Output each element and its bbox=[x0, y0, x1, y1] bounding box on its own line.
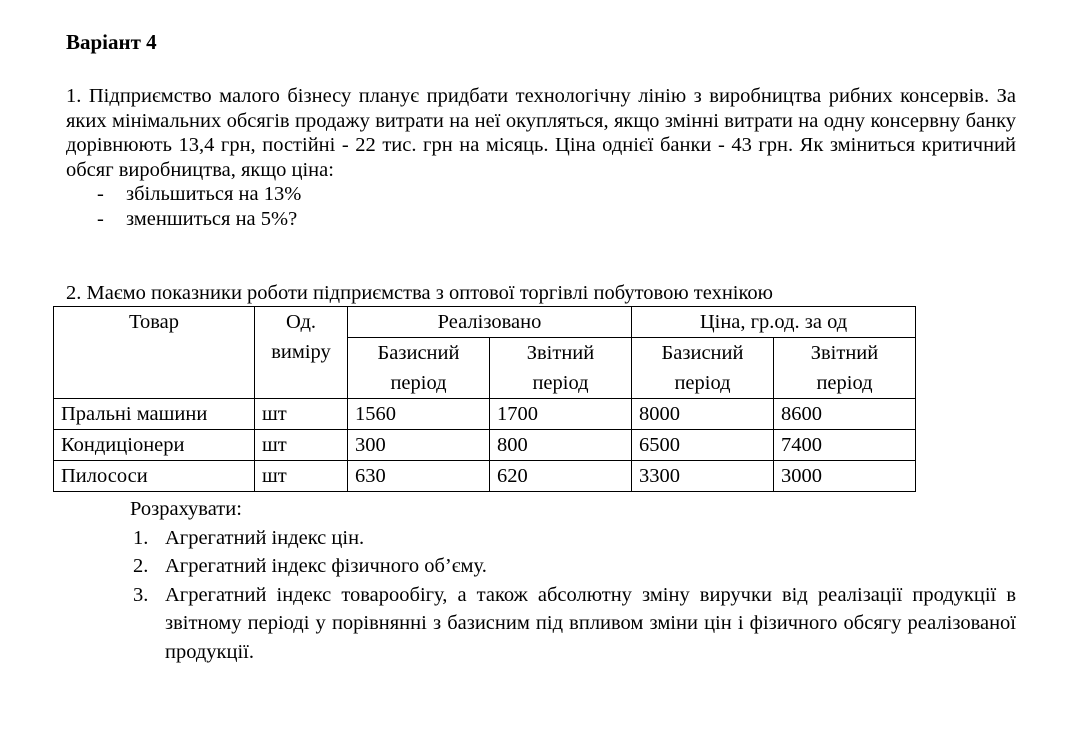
goods-table bbox=[53, 306, 916, 492]
cell-price-base: 6500 bbox=[632, 430, 774, 461]
cell-unit: шт bbox=[255, 461, 348, 492]
list-item-text: Агрегатний індекс фізичного об’єму. bbox=[165, 555, 487, 577]
header-sold-base bbox=[348, 338, 490, 399]
list-item bbox=[66, 207, 1016, 232]
table-row bbox=[54, 461, 916, 492]
cell-price-report: 7400 bbox=[774, 430, 916, 461]
header-unit-line2: виміру bbox=[271, 341, 331, 363]
cell-sold-report: 1700 bbox=[490, 399, 632, 430]
task-1 bbox=[66, 84, 1016, 231]
cell-sold-report: 800 bbox=[490, 430, 632, 461]
cell-price-base: 8000 bbox=[632, 399, 774, 430]
list-number: 2. bbox=[133, 555, 149, 577]
header-unit bbox=[255, 307, 348, 399]
header-product: Товар bbox=[54, 307, 255, 399]
table-row bbox=[54, 399, 916, 430]
calc-list bbox=[130, 524, 1016, 667]
header-line: Звітний bbox=[810, 342, 879, 364]
header-line: період bbox=[390, 372, 447, 394]
calc-title: Розрахувати: bbox=[130, 498, 242, 520]
header-sold: Реалізовано bbox=[348, 307, 632, 338]
cell-product: Пральні машини bbox=[54, 399, 255, 430]
header-line: період bbox=[532, 372, 589, 394]
list-item bbox=[130, 524, 1016, 553]
cell-sold-base: 1560 bbox=[348, 399, 490, 430]
cell-unit: шт bbox=[255, 399, 348, 430]
task-1-text: 1. Підприємство малого бізнесу планує придбати технологічну лінію з виробництва рибних консервів. За яких мінімальних обсягів продажу витрати на неї окупляться, якщо змінні витрати на одну консервну банку дорівнюють 13,4 грн, постійні - 22 тис. грн на місяць. Ціна однієї банки - 43 грн. Як зміниться критичний обсяг виробництва, якщо ціна: bbox=[66, 85, 1016, 181]
list-item-text: Агрегатний індекс товарообігу, а також абсолютну зміну виручки від реалізації продукції в звітному періоді у порівнянні з базисним під впливом зміни цін і фізичного обсягу реалізованої продукції. bbox=[165, 583, 1016, 663]
list-item bbox=[130, 552, 1016, 581]
header-line: Звітний bbox=[526, 342, 595, 364]
header-price-report bbox=[774, 338, 916, 399]
table-row bbox=[54, 430, 916, 461]
header-price-base bbox=[632, 338, 774, 399]
header-line: Базисний bbox=[661, 342, 744, 364]
list-marker: - bbox=[97, 183, 104, 205]
list-number: 1. bbox=[133, 526, 149, 549]
cell-sold-report: 620 bbox=[490, 461, 632, 492]
list-item-text: Агрегатний індекс цін. bbox=[165, 526, 365, 549]
cell-price-report: 3000 bbox=[774, 461, 916, 492]
header-line: період bbox=[816, 372, 873, 394]
list-item-text: зменшиться на 5%? bbox=[126, 207, 298, 230]
header-line: період bbox=[674, 372, 731, 394]
cell-unit: шт bbox=[255, 430, 348, 461]
header-price: Ціна, гр.од. за од bbox=[632, 307, 916, 338]
task-1-options bbox=[66, 182, 1016, 231]
cell-price-base: 3300 bbox=[632, 461, 774, 492]
task-2-intro: 2. Маємо показники роботи підприємства з оптової торгівлі побутовою технікою bbox=[66, 282, 773, 304]
list-item bbox=[66, 182, 1016, 207]
cell-price-report: 8600 bbox=[774, 399, 916, 430]
list-marker: - bbox=[97, 207, 104, 230]
calculation-tasks bbox=[130, 495, 1016, 666]
variant-title: Варіант 4 bbox=[66, 30, 157, 54]
header-unit-line1: Од. bbox=[285, 311, 317, 333]
cell-product: Кондиціонери bbox=[54, 430, 255, 461]
list-number: 3. bbox=[133, 583, 149, 606]
table-header-row bbox=[54, 307, 916, 338]
list-item bbox=[130, 581, 1016, 667]
list-item-text: збільшиться на 13% bbox=[126, 183, 302, 205]
cell-sold-base: 630 bbox=[348, 461, 490, 492]
header-line: Базисний bbox=[377, 342, 460, 364]
cell-product: Пилососи bbox=[54, 461, 255, 492]
cell-sold-base: 300 bbox=[348, 430, 490, 461]
header-sold-report bbox=[490, 338, 632, 399]
